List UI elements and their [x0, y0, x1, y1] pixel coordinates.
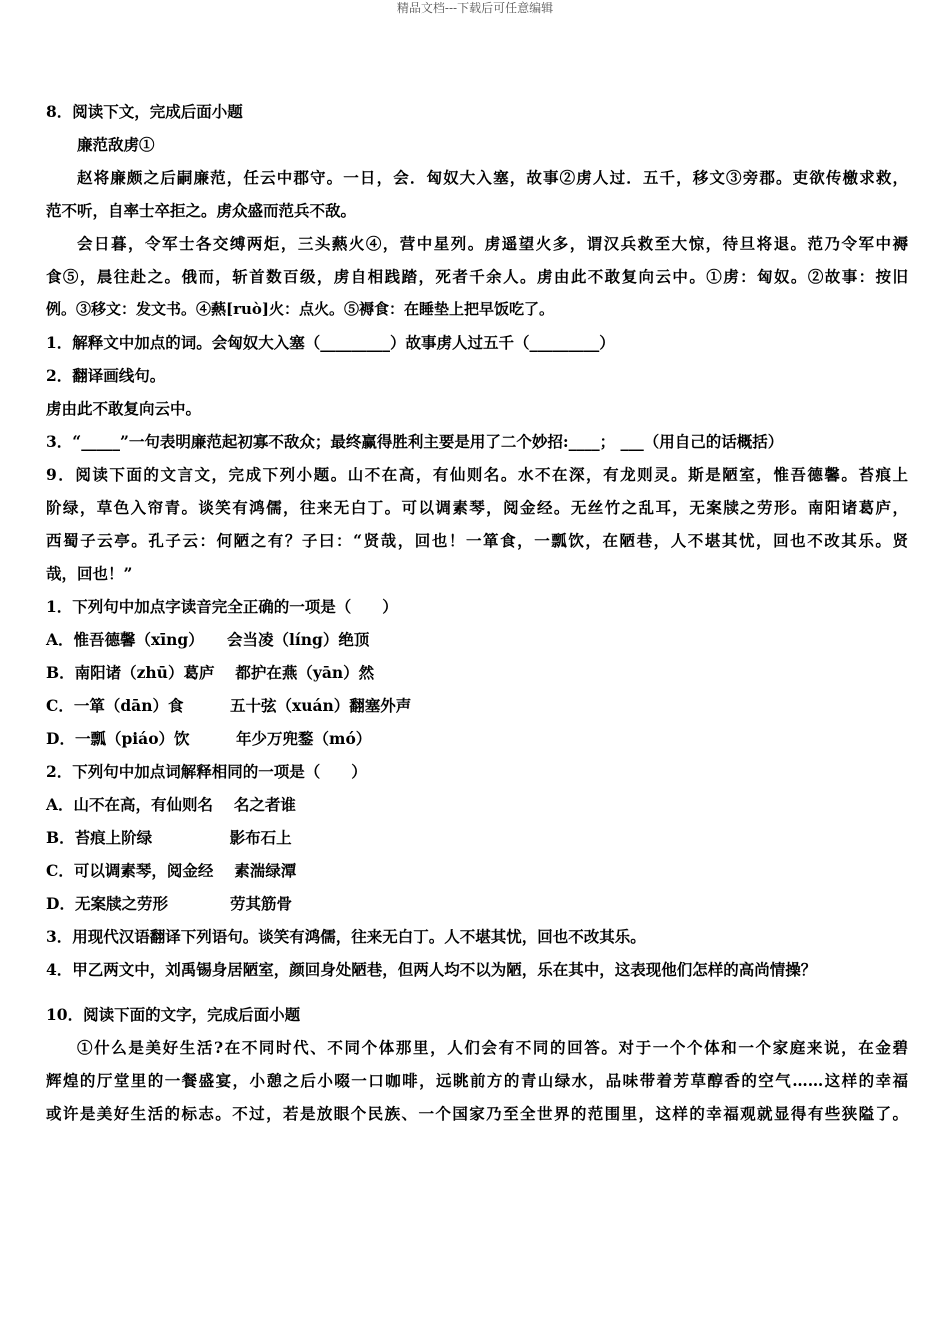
q9-option-1b: B．南阳诸（zhū）葛庐 都护在燕（yān）然 — [46, 663, 375, 682]
q8-passage-p1-line2: 范不听，自率士卒拒之。虏众盛而范兵不敌。 — [46, 201, 357, 220]
question-9 — [46, 463, 908, 981]
q9-subquestion-2: 2．下列句中加点词解释相同的一项是（ ） — [46, 762, 367, 781]
q10-title: 10．阅读下面的文字，完成后面小题 — [46, 1005, 301, 1024]
question-8 — [46, 100, 908, 453]
q10-passage-line1: ①什么是美好生活?在不同时代、不同个体那里，人们会有不同的回答。对于一个个体和一个家庭来说，在金碧 — [77, 1038, 908, 1057]
q8-subquestion-1: 1．解释文中加点的词。会匈奴大入塞（_________）故事虏人过五千（_________） — [46, 333, 615, 352]
q9-subquestion-1: 1．下列句中加点字读音完全正确的一项是（ ） — [46, 597, 398, 616]
q9-subquestion-4: 4．甲乙两文中，刘禹锡身居陋室，颜回身处陋巷，但两人均不以为陋，乐在其中，这表现他们怎样的高尚情操？ — [46, 960, 817, 979]
q8-passage-p1-line1: 赵将廉颇之后嗣廉范，任云中郡守。一日，会．匈奴大入塞，故事②虏人过．五千，移文③旁郡。吏欲传檄求救， — [77, 168, 908, 187]
q8-footnotes: 例。③移文：发文书。④爇[ruò]火：点火。⑤褥食：在睡垫上把早饭吃了。 — [46, 300, 555, 318]
q8-title: 8．阅读下文，完成后面小题 — [46, 102, 243, 121]
q9-option-1a: A．惟吾德馨（xīng） 会当凌（líng）绝顶 — [46, 630, 370, 649]
q9-passage-line3: 西蜀子云亭。孔子云：何陋之有？子曰：“贤哉，回也！一箪食，一瓢饮，在陋巷，人不堪其忧，回也不改其乐。贤 — [46, 531, 908, 550]
q9-option-1c: C．一箪（dān）食 五十弦（xuán）翻塞外声 — [46, 696, 412, 715]
question-10 — [46, 1003, 908, 1125]
q8-subquestion-2-sentence: 虏由此不敢复向云中。 — [46, 399, 202, 418]
q8-subtitle: 廉范敌虏① — [77, 135, 155, 154]
q8-passage-p2-line2: 食⑤，晨往赴之。俄而，斩首数百级，虏自相践踏，死者千余人。虏由此不敢复向云中。①虏：匈奴。②故事：按旧 — [46, 267, 908, 286]
document-body — [46, 100, 908, 1125]
q10-passage-line3: 或许是美好生活的标志。不过，若是放眼个民族、一个国家乃至全世界的范围里，这样的幸福观就显得有些狭隘了。 — [46, 1104, 908, 1123]
q9-option-2b: B．苔痕上阶绿 影布石上 — [46, 828, 292, 847]
q9-option-2d: D．无案牍之劳形 劳其筋骨 — [46, 894, 292, 913]
q8-passage-p2-line1: 会日暮，令军士各交缚两炬，三头爇火④，营中星列。虏遥望火多，谓汉兵救至大惊，待旦将退。范乃令军中褥 — [77, 234, 908, 253]
q9-option-1d: D．一瓢（piáo）饮 年少万兜鍪（mó） — [46, 729, 372, 748]
q9-option-2c: C．可以调素琴，阅金经 素湍绿潭 — [46, 861, 297, 880]
q9-subquestion-3: 3．用现代汉语翻译下列语句。谈笑有鸿儒，往来无白丁。人不堪其忧，回也不改其乐。 — [46, 927, 646, 946]
q9-option-2a: A．山不在高，有仙则名 名之者谁 — [46, 795, 296, 814]
q8-subquestion-2: 2．翻译画线句。 — [46, 366, 166, 385]
page-header: 精品文档---下载后可任意编辑 — [396, 1, 554, 15]
q9-passage-line4: 哉，回也！” — [46, 564, 133, 583]
q8-subquestion-3: 3．“_____”一句表明廉范起初寡不敌众；最终赢得胜利主要是用了二个妙招:____； ___（用自己的话概括） — [46, 432, 784, 451]
q10-passage-line2: 辉煌的厅堂里的一餐盛宴，小憩之后小啜一口咖啡，远眺前方的青山绿水，品味带着芳草醇香的空气……这样的幸福 — [46, 1071, 908, 1090]
q9-passage-line2: 阶绿，草色入帘青。谈笑有鸿儒，往来无白丁。可以调素琴，阅金经。无丝竹之乱耳，无案牍之劳形。南阳诸葛庐， — [46, 498, 908, 517]
q9-passage-line1: 9．阅读下面的文言文，完成下列小题。山不在高，有仙则名。水不在深，有龙则灵。斯是陋室，惟吾德馨。苔痕上 — [46, 465, 908, 484]
